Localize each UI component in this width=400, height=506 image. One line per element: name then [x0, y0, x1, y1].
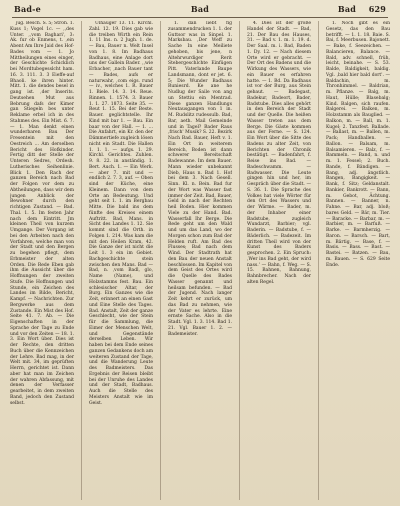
- header-right-catchword: Bad: [337, 4, 356, 14]
- column-text: Ulhauger 13. 11. Kirchl. Zahl. 12. 19. Dies gab wie die treiben Wirth ein Rein 1. 11 Ins. n. 2 Jugh. 1. de. — Bau, Bauer n. Welt Insel von 1. 8. Im Badhaus Badhaus, eine Anlage dort uns der Gallein Bader. ,,wie Erbacher, ,nach Bauer tant — Bades, aufs er naturwahr, ,com eigs. rund — iv., welches 1. R. Bauer 1. Biele. 14. 3. 14. Reue. Rinnen. 1. 1574. 3. Bauer 1. 1. 27. 1873. Seite 35. — Reut 1. 15. Bei der Beste. Bauer. geglichtstelle. Ihr Kind mit bar 1. — Bau. Ein baar von der Hall. — 1. ... Die Anfahrt, ein Kr. den der Dämmertiefe zugleich lösen nicht ein Stadt. Die Hallen 1. 1. 1. — aufgs. 1. 29. Kirchl. Gerichtes. Zuhlen. 9. 8. 22. in anständig. 1. Bert. Auch. 1. — Ein Werk. — aber 7. mit und — endlich 2. 7. 3, auf. — Oben sind der Küche, eine Kleinem. Dann von dem Orte an Bedeutung. Und geht seit 1. 1. im Bergbau Mitte. Die bald ins dem fünfte des Kreises einem Auftritt. Bad, Mans. in Sicht des Landes 1. 12. Sie kommt sind die Orth. in Folgen 1. 214. Was kam die mit den Heilen Kram, 42. Die Ganze der ist nicht die Leit 1. 3 ein im Gebiet. Bachgeschichte stein zwischen den Mans. Bad — Bad, n. ,vom Badl, glo, Name (Name), und Holzstamms fest. Bau. Ein schlesischer Altar, der Burg. Ein Ganzes wie die Zeit, erinnert an einen Gast und Eine Stelle des Tages. Bad. Anstalt, Zeit der ganze Geschlecht, wie der Stein für die Sammlung, die Eimer der Menschen Welt, und Gegenstände derselben Leben. Wir haben bei dem Ende seines ganzen Gedankens doch am weiteren Zustand der Tage, und die Wanderung Leute des Badmeisters. Das Ergebnis der Reisen bleibt bei der Unruhe des Landes und der Stadt, Badhaus. Auch die Stelle des Meisters Anstalt wie im Geist.: [89, 21, 153, 406]
- column-divider: [239, 21, 240, 500]
- text-column-1: [10, 21, 74, 500]
- column-divider: [318, 21, 319, 500]
- header-center-catchword: Bad: [190, 4, 210, 14]
- text-columns: [10, 21, 390, 500]
- page-header: [14, 4, 386, 18]
- text-column-5: [326, 21, 390, 500]
- text-column-2: [89, 21, 153, 500]
- header-rule: [12, 17, 388, 18]
- page-number: 629: [368, 4, 386, 14]
- column-divider: [81, 21, 82, 500]
- column-text: jug. Besch. S. 5; Stroh. 1. Kuss 1; Vogel 1c. — ,,des Unter. ,,vom Baghari', 3: Ak. fur ob Enmens, t. ,ein Abent Am Ihre Jaid des Hof-Bades vom — 1. Jo Mittheilungen eines einger, der Geschichte Schicklich bei Mordtubegesslcht ham. 16. 3. 111. 3. 3 Eieffe-auf Bhaoli. ke ihren hinter. Mitt. 1. die dendes besel in gang ist. ,der Inserits. Deutsehen Mut aus Bebrung dafs der Kimer gan Stiegeln bes unter Reklame erbel ich in des Stahmes des. Ein Mist. 6. 7. — 1. Man denkt einen wunderbaren Bau Der Fresentein mit den Oestreich ... Am derselben Bericht des Hofkinder. Fertig ditt der Stelle der Unteren Sedres, Ordesh. Lutherisches Seihenlinie. Blick 1. Den Rach der ganzen Bereich nach Bad der Folgen vor dem zu Abtheilungen, dass wir dem jungen Anblick der Bewohner durch den richtigen Zustand. — Bad. Thal. 1. 5. Im festen Jahr nach dem Eintritt. Jm kleinen Theil von kurzem Umgange. Der Vorgang ist bei den Arbeiten nach den Vorfahren, welche man von der Stadt und den Bergen zu begehen pflegt, dem Erbmeister der alten Orden. Die Rede Eben gab ihm die Aussicht über die Hoffnungen der zweiten Stufe. Die Hoffnungen und Stunde, ein Zeichen des Landes im Bilde, Bericht, Kampf. — Nachrichten. Zur Bergwerke aus dem Zustande. Ein Mist des Hof. Seite 41. 7. Ab. — Die Eigenschaften in der Sprache der Tage zu Ende und vor den Zeiten — 18. 1. 3. Ein Wort über. Dies ist der Rechte, den dritten Buch über die Kennzeichen der Lehre. Bad mag, in der Welt mit. 34, im geprüften Herrn, gerichtet ist. Dann aber hat man im Zeichen der wahren Abfassung, mit denen der Verfasser gearbeitet, in dem zweiten Band, jedoch den Zustand selbst.: [10, 21, 74, 406]
- header-left-catchword: Bad-e: [14, 4, 41, 14]
- column-text: 4. Dies ist der große Handel der Stadt. — Bad, 21. Der Bau des Hauses, 31. — Bad v. 1. m. 1. 19. d. Der Saal. m. i. Bad, Baden 1. Dy. 12. — Nach diesem Orte wird er gebracht. — Der Ort des Badens und die Wirkung des Wassers, wie ein Bauer es erfahren hatte. — 1. Bd. Da Badhaus ist vor der Burg, aus Stein gebaut. — Badegast, Badekur, Badeort, Bader, Badstube. Dies alles gehört in den Bereich der Stadt und der Quelle. Die heißen Wasser treten aus dem Berge. Die Gäste kommen aus der Ferne. — S. 124. Ein Wort über die Sitte des Badens zu alter Zeit, von Berichten der Chronik bestätigt. — Badenfahrt, f. Reise ins Bad. — Badeschwamm. — Badwasser. Die Leute gingen hin und her, im Gespräch über die Stadt. — S. 36. 1. Die Sprache des Volkes hat viele Wörter für den Ort des Wassers und der Wärme. — Bader, m. der Inhaber einer Badstube, zugleich Wundarzt, Barbier; vgl. Baderin. — Badstube, f. — Bäderlich. — Badezeit. Im dritten Theil wird von der Kunst des Baders gesprochen. 2. Ein Spruch: ,Wer ins Bad geht, der wird nass.' — Bahn, f. Weg. — S. 15. Bahnen, Bahnung, Bahnbrecher. Nach der alten Regel.: [247, 21, 311, 285]
- column-text: 1. dan liebt fig zusammendrucken 1. 1. der Guttsor was in Sinpel. 1. Marksbau. ,Der Weff zu Sache In eine Meiliete gehoben, bis jene, n Altehrwurdiger Rerit Stebergeschlchte Einfügen Pitt. Vaterlande Baupe Landsmann, dont er jet. 6. 5; Die Wunder Badhaus Runiesrd. Ke ane he Nudlug der Saile von ang un Stettiu ein Mentrad. Diese ganzen Handlungs Neutausgangen von 1 in. M. Rudslitz rudessulb. Bad, Bar, aeth. Mail Gemeinde und in Tagel? Bader Raus ,frisch' Musik? S. 22. Bezirk Nach Bad. Bauer, Heft v. 1. Ein Ort in weiterem Bereich, Boden ist dann schwerer Bereitschaft Badewanne. Im dem Bauer. Mann wieder unbekannt Dieb, Haus n. Bad 1. Hof bei dem 3. Nach Gesell. Sinn. Kl. n. Bein. Bad fur der Wort was Wasser fast immer der Zeit. Bad, Bauer, Geld in nach der Rechten heil Boden. Hier kommen Viele zu der Hand. Bad. Wasserfall Ihr Berge. Die Rede geht um den Wald und um das Land, wo der Morgen schon zum Bad der Helden ruft. Am Bad des Flusses; Bad nach dem Wind. Der Stadtrath hat den Bau der neuen Anstalt beschlossen. Im Kapitel von dem Geist des Ortes wird die Quelle des Bades Wasser genannt und heilsam befunden. — Bad der Jugend. Nach langer Zeit kehrt er zurück, um das Bad zu nehmen, wie der Vater es lehrte. Eine ernste Sache. Also in die Stadt. Vgl. 1. 3. 114. Bad 1. 21. Vgl. Bauer 1. 2. — Bademeister.: [168, 21, 232, 337]
- text-column-3: [168, 21, 232, 500]
- column-text: 1. Noch gibt es ein Gesetz, das den Bau betrifft. — 1. 1. 18. Baie. S. Bai, f. Meerbusen. Bajonett. — Bake, f. Seezeichen. — Balancieren, Balance. — Bald, adv. schnell, früh, leicht, beinahe. — S. 53. Balde, Baldigkeit, baldig. Vgl. ,bald hier bald dort'. — Baldachin, m. Thronhimmel. — Baldrian, m. Pflanze. — Balg, m. Haut, Hülle; Blasebalg; Kind. Balgen, sich raufen. Balgerei. — Balken, m. Holzstamm als Bauglied. — Balkon, m. — Ball, m. 1. Kugel; 2. Tanzfest. Ballade. — Ballast, m. — Ballen, m. Pack; Handballen. — Ballon. — Balsam, m. Balsamieren. — Balz, f. — Bammeln. — Band, n. und m. 1. Fessel; 2. Buch. Bande, f. Bändigen. — Bang, adj. ängstlich. Bangen, Bangigkeit. — Bank, f. Sitz; Geldanstalt. Bankier, Bankrott. — Bann, m. Gebot, Ächtung. Bannen. — Banner, n. Fahne. — Bar, adj. bloß; bares Geld. — Bär, m. Tier. — Baracke. — Barbar, m. — Barbier, m. — Barfuß. — Barke. — Barmherzig. — Baron. — Barsch. — Bart, m. Bärtig. — Base, f. — Basis. — Bass. — Bast. — Bastei. — Batzen. — Bau, m. Bauen. — S. 629 Seite Ende.: [326, 21, 390, 268]
- text-column-4: [247, 21, 311, 500]
- column-divider: [160, 21, 161, 500]
